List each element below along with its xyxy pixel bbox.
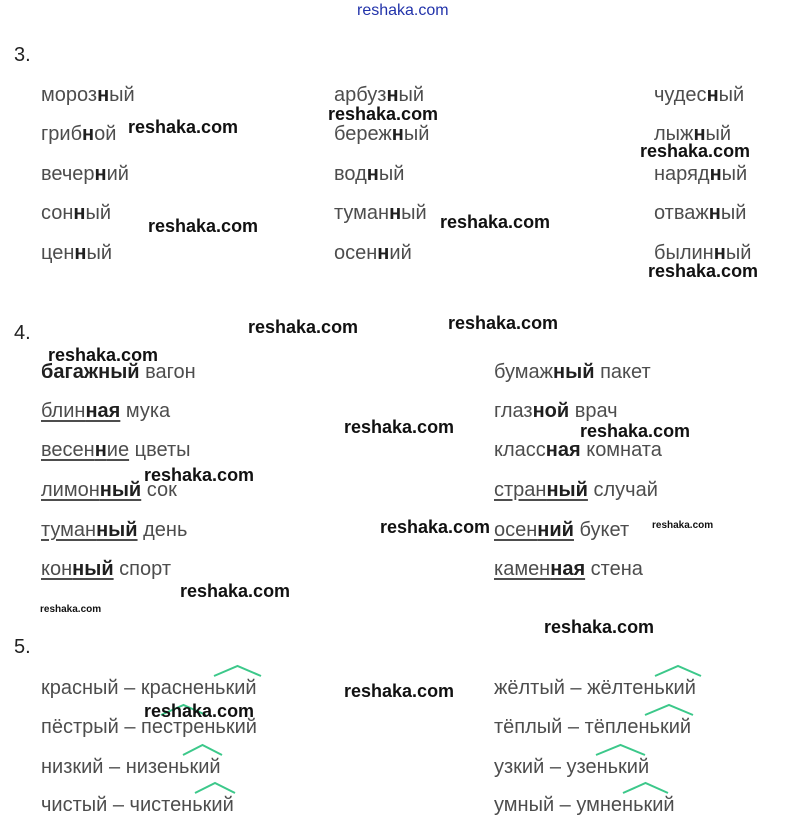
highlighted-letter: н [366,163,379,185]
word-part: былин [654,242,714,264]
word-part: туман [334,202,390,224]
phrase-item [494,557,643,581]
word-pair: жёлтый – жёлтенький [494,677,696,699]
adjective [494,558,585,580]
word-part: ый [725,242,752,264]
highlighted-letter: н [97,84,110,106]
adjective-stem: туман [41,519,97,541]
word-part: ый [109,84,135,106]
word-item [334,241,412,265]
adjective-ending: ный [99,479,142,501]
watermark: reshaka.com [144,701,255,721]
adjective-stem: весен [41,439,95,461]
adjective [41,479,141,501]
word-part: отваж [654,202,709,224]
watermark: reshaka.com [128,117,239,137]
adjective-stem: кон [41,558,73,580]
word-item [41,122,116,146]
word-item [334,201,427,225]
word-item [654,162,747,186]
phrase-item [494,478,658,502]
word-item [334,162,404,186]
watermark: reshaka.com [344,681,455,701]
word-pair: тёплый – тёпленький [494,716,692,738]
highlighted-letter: н [73,202,86,224]
adjective [41,400,120,422]
adjective-ending: багажный [41,361,140,383]
highlighted-letter: н [708,202,721,224]
adjective-ending: ный [546,479,588,501]
word-item [654,83,744,107]
highlighted-letter: н [713,242,726,264]
word-item [41,241,112,265]
word-item [41,83,135,107]
watermark: reshaka.com [440,212,551,232]
adjective [494,519,574,541]
noun: сок [141,479,177,501]
highlighted-letter: н [389,202,402,224]
phrase-item [41,438,191,462]
highlighted-letter: н [706,84,719,106]
highlighted-letter: н [377,242,390,264]
watermark: reshaka.com [248,317,359,337]
word-part: вечер [41,163,95,185]
adjective [494,439,581,461]
noun: день [137,519,188,541]
word-pair: узкий – узенький [494,756,650,778]
noun: вагон [139,361,196,383]
phrase-item [494,518,629,542]
word-part: ой [94,123,117,145]
adjective [41,519,138,541]
adjective-ending: н [94,439,107,461]
word-part: ый [401,202,427,224]
adjective [494,400,569,422]
highlighted-letter: н [709,163,722,185]
noun: комната [580,439,662,461]
adjective-stem: бумаж [494,361,554,383]
highlighted-letter: н [386,84,399,106]
watermark: reshaka.com [148,216,259,236]
adjective-ending: ная [550,558,586,580]
word-part: ый [403,123,430,145]
word-pair: красный – красненький [41,677,257,699]
exercise-4-number: 4. [14,322,31,344]
phrase-item [494,360,651,384]
watermark: reshaka.com [328,104,439,124]
phrase-item [41,557,171,581]
adjective-ending: ный [96,519,138,541]
word-pair: пёстрый – пестренький [41,716,257,738]
top-watermark: reshaka.com [357,2,449,19]
word-part: чудес [654,84,707,106]
adjective-stem: блин [41,400,86,422]
adjective [494,479,588,501]
word-item [654,201,746,225]
word-pair: низкий – низенький [41,756,221,778]
watermark: reshaka.com [580,421,691,441]
highlighted-letter: н [74,242,87,264]
highlighted-letter: н [94,163,107,185]
word-part: ый [720,202,747,224]
noun: врач [569,400,618,422]
word-part: ый [378,163,405,185]
suffix-arc-icon [594,743,647,757]
adjective-ending: ная [545,439,581,461]
watermark: reshaka.com [180,581,291,601]
word-part: ый [705,123,732,145]
watermark: reshaka.com [48,345,159,365]
watermark: reshaka.com [144,465,255,485]
phrase-item [494,399,618,423]
suffix-arc-icon [181,743,224,757]
word-pair: чистый – чистенький [41,794,234,816]
noun: стена [585,558,643,580]
noun: букет [573,519,630,541]
word-item [41,162,129,186]
word-part: арбуз [334,84,387,106]
exercise-5-number: 5. [14,636,31,658]
word-part: вод [334,163,367,185]
noun: цветы [129,439,191,461]
word-part: ый [718,84,745,106]
suffix-arc-icon [212,664,263,678]
word-part: ый [86,242,113,264]
suffix-arc-icon [643,703,695,717]
phrase-item [41,518,187,542]
highlighted-letter: н [391,123,404,145]
adjective-stem: осен [494,519,538,541]
word-part: цен [41,242,75,264]
watermark: reshaka.com [40,604,102,615]
adjective-ending: ний [537,519,574,541]
highlighted-letter: н [82,123,95,145]
word-part: ий [389,242,412,264]
adjective-stem: лимон [41,479,100,501]
word-part: сон [41,202,74,224]
adjective-ending: ный [553,361,595,383]
word-part: береж [334,123,392,145]
adjective-ending: ной [532,400,570,422]
suffix-arc-icon [193,781,237,795]
word-part: лыж [654,123,694,145]
noun: пакет [594,361,651,383]
word-part: осен [334,242,378,264]
adjective [494,361,595,383]
word-pair: умный – умненький [494,794,675,816]
word-item [334,122,429,146]
suffix-arc-icon [621,781,670,795]
adjective-stem: глаз [494,400,533,422]
highlighted-letter: н [693,123,706,145]
suffix-arc-icon [653,664,703,678]
word-part: мороз [41,84,98,106]
watermark: reshaka.com [344,417,455,437]
adjective [41,439,129,461]
watermark: reshaka.com [380,517,491,537]
adjective-stem: камен [494,558,551,580]
word-part: ый [85,202,112,224]
adjective-stem: класс [494,439,546,461]
watermark: reshaka.com [648,261,759,281]
watermark: reshaka.com [448,313,559,333]
adjective-ending: ная [85,400,121,422]
watermark: reshaka.com [640,141,751,161]
word-item [41,201,111,225]
adjective-ending: ный [72,558,114,580]
word-part: гриб [41,123,83,145]
word-part: ый [721,163,748,185]
adjective-stem: стран [494,479,547,501]
exercise-3-number: 3. [14,44,31,66]
noun: спорт [113,558,171,580]
phrase-item [41,399,170,423]
adjective [41,558,114,580]
watermark: reshaka.com [544,617,655,637]
adjective-ending-rest: ие [106,439,130,461]
word-part: ий [106,163,129,185]
watermark: reshaka.com [652,520,714,531]
word-part: наряд [654,163,710,185]
noun: мука [120,400,171,422]
noun: случай [587,479,658,501]
word-part: ый [398,84,425,106]
